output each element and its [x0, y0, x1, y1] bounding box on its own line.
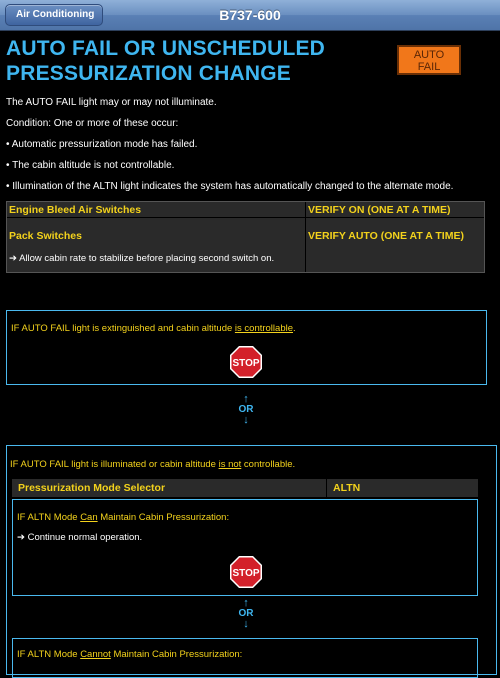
- checklist-action: VERIFY ON (ONE AT A TIME): [308, 204, 451, 216]
- condition-emphasis: Cannot: [80, 649, 111, 660]
- auto-fail-annunciator: [397, 45, 461, 75]
- stop-sign-icon: [229, 345, 263, 379]
- branch-condition: [11, 323, 296, 334]
- arrow-down-icon: ↓: [243, 414, 249, 426]
- branch-controllable-box: [6, 310, 487, 385]
- column-divider: [305, 202, 306, 272]
- condition-text: IF AUTO FAIL light is extinguished and cabin altitude: [11, 323, 235, 334]
- condition-text: IF ALTN Mode: [17, 512, 81, 523]
- sub-condition: [17, 512, 229, 523]
- stop-label: STOP: [232, 568, 260, 579]
- action-text: ➔ Continue normal operation.: [17, 532, 143, 543]
- checklist-item: Pressurization Mode Selector: [18, 482, 166, 494]
- condition-item: • Illumination of the ALTN light indicates the system has automatically changed to the alternate mode.: [6, 181, 454, 192]
- checklist-table: [6, 201, 485, 273]
- altn-can-maintain-box: [12, 499, 478, 596]
- procedure-title: AUTO FAIL OR UNSCHEDULED PRESSURIZATION CHANGE: [6, 37, 326, 85]
- checklist-note: ➔ Allow cabin rate to stabilize before placing second switch on.: [9, 253, 275, 264]
- selector-row: [12, 479, 478, 497]
- condition-text: Maintain Cabin Pressurization:: [110, 649, 243, 660]
- condition-text: controllable.: [241, 459, 296, 470]
- condition-item: • The cabin altitude is not controllable.: [6, 160, 175, 171]
- condition-emphasis: is controllable: [234, 323, 293, 334]
- or-label: OR: [238, 404, 254, 415]
- or-connector: [236, 598, 256, 629]
- branch-condition: [10, 459, 295, 470]
- condition-label: Condition: One or more of these occur:: [6, 118, 179, 129]
- checklist-action: ALTN: [333, 482, 361, 494]
- condition-text: .: [293, 323, 296, 334]
- annunciator-line2: FAIL: [417, 61, 441, 73]
- stop-label: STOP: [232, 358, 260, 369]
- condition-text: Maintain Cabin Pressurization:: [97, 512, 230, 523]
- sub-condition: [17, 649, 242, 660]
- arrow-up-icon: ↑: [243, 597, 249, 609]
- checklist-item: Engine Bleed Air Switches: [9, 204, 142, 216]
- or-label: OR: [238, 608, 254, 619]
- condition-item: • Automatic pressurization mode has failed.: [6, 139, 198, 150]
- nav-title: B737-600: [219, 7, 281, 23]
- condition-text: IF AUTO FAIL light is illuminated or cabin altitude: [10, 459, 219, 470]
- arrow-down-icon: ↓: [243, 618, 249, 630]
- intro-text: The AUTO FAIL light may or may not illuminate.: [6, 97, 217, 108]
- arrow-up-icon: ↑: [243, 393, 249, 405]
- stop-sign-icon: [229, 555, 263, 589]
- back-button[interactable]: Air Conditioning: [5, 4, 103, 26]
- checklist-action: VERIFY AUTO (ONE AT A TIME): [308, 230, 464, 242]
- annunciator-line1: AUTO: [413, 49, 445, 61]
- row-divider: [7, 217, 484, 218]
- column-divider: [326, 479, 327, 497]
- or-connector: [236, 394, 256, 425]
- checklist-item: Pack Switches: [9, 230, 82, 242]
- altn-cannot-maintain-box: [12, 638, 478, 678]
- navigation-bar: [0, 0, 500, 31]
- condition-emphasis: is not: [218, 459, 242, 470]
- condition-emphasis: Can: [80, 512, 98, 523]
- condition-text: IF ALTN Mode: [17, 649, 81, 660]
